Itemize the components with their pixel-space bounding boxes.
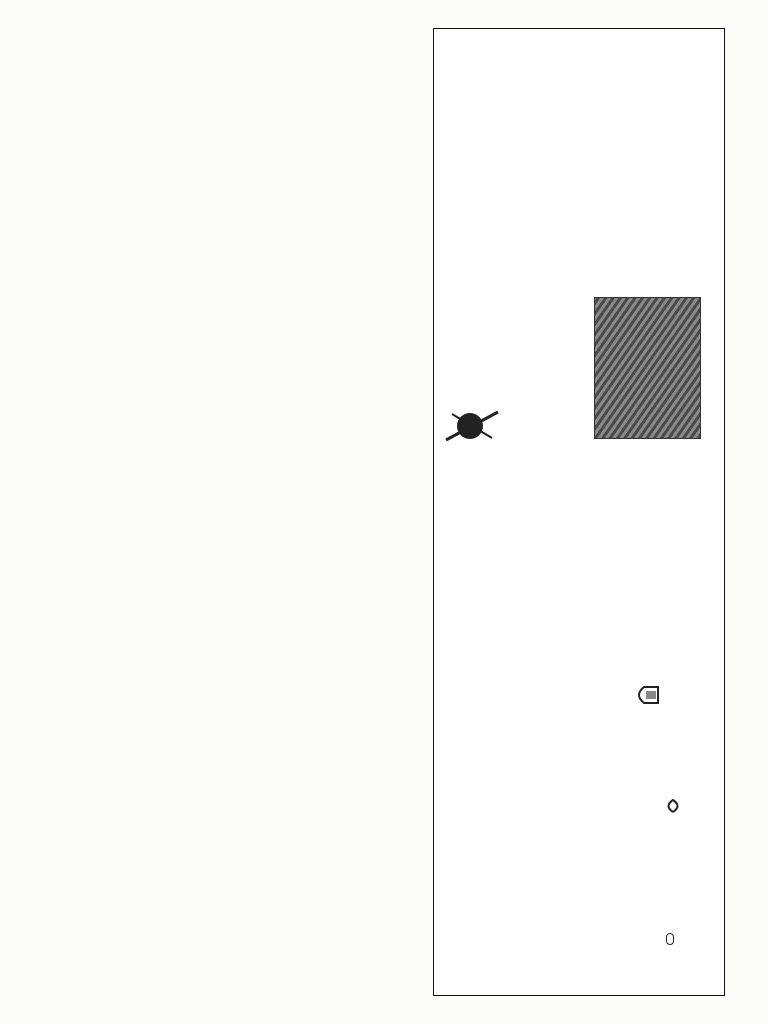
- ministry-logo: [634, 675, 668, 715]
- foundation-strip: [438, 400, 728, 480]
- foundation-logo: [442, 401, 502, 446]
- sponsor-logos: [434, 665, 724, 965]
- cover-panel: [433, 28, 725, 996]
- tehetseg-mark-icon: [664, 797, 687, 815]
- cover-rotated: [434, 29, 724, 995]
- park-logo: [666, 933, 674, 945]
